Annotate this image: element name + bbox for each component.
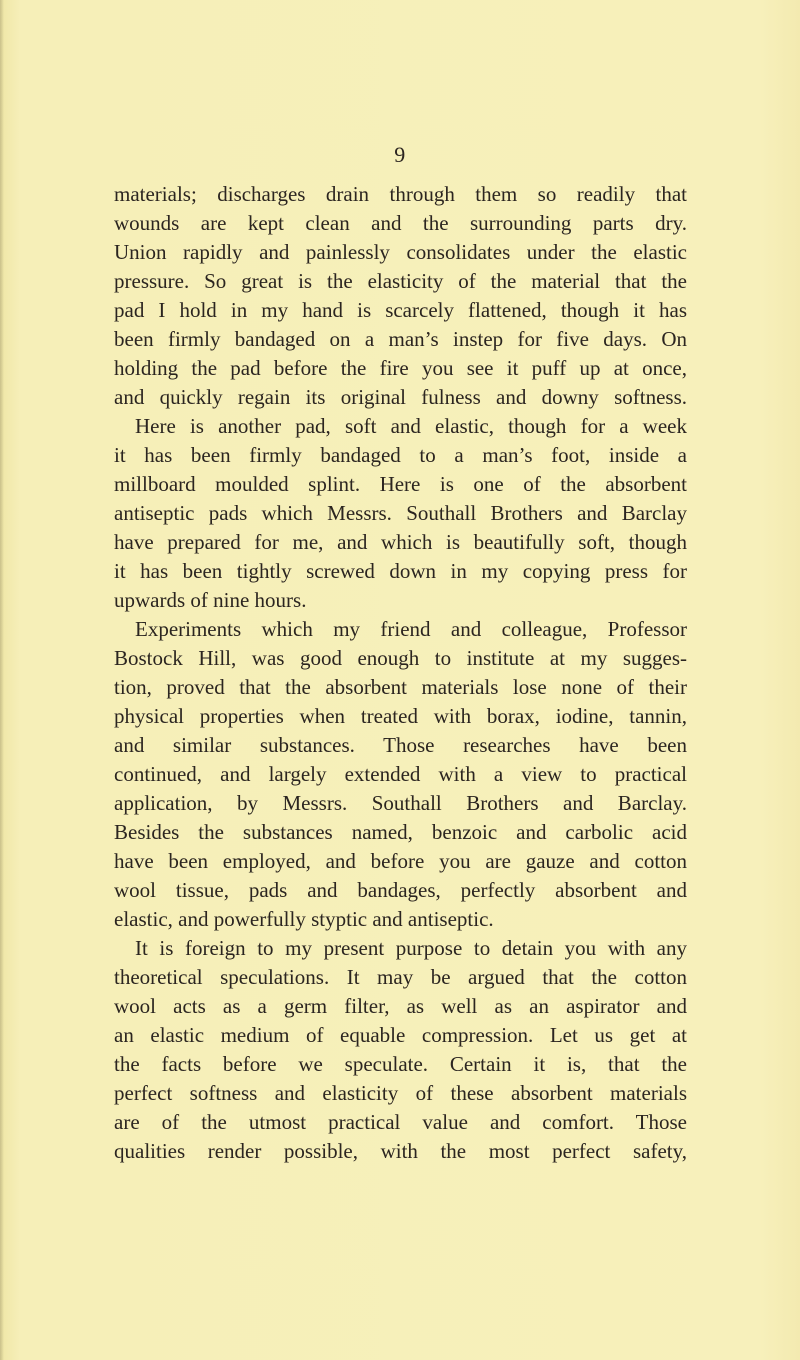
text-line: materials; discharges drain through them so readily that [114,182,687,206]
text-line: antiseptic pads which Messrs. Southall Brothers and Barclay [114,501,687,525]
text-line: pad I hold in my hand is scarcely flattened, though it has [114,298,687,322]
text-line: the facts before we speculate. Certain it is, that the [114,1052,687,1076]
text-line: physical properties when treated with borax, iodine, tannin, [114,704,687,728]
text-line: application, by Messrs. Southall Brothers and Barclay. [114,791,687,815]
text-line: wool acts as a germ filter, as well as an aspirator and [114,994,687,1018]
text-line: it has been firmly bandaged to a man’s foot, inside a [114,443,687,467]
text-line: It is foreign to my present purpose to detain you with any [135,936,687,960]
text-line: been firmly bandaged on a man’s instep for five days. On [114,327,687,351]
text-line: millboard moulded splint. Here is one of the absorbent [114,472,687,496]
text-line: elastic, and powerfully styptic and antiseptic. [114,907,494,931]
text-line: theoretical speculations. It may be argued that the cotton [114,965,687,989]
text-line: pressure. So great is the elasticity of the material that the [114,269,687,293]
text-line: Experiments which my friend and colleague, Professor [135,617,687,641]
text-line: Bostock Hill, was good enough to institute at my sugges- [114,646,687,670]
text-line: continued, and largely extended with a view to practical [114,762,687,786]
text-line: tion, proved that the absorbent materials lose none of their [114,675,687,699]
text-line: it has been tightly screwed down in my copying press for [114,559,687,583]
text-line: an elastic medium of equable compression. Let us get at [114,1023,687,1047]
text-line: upwards of nine hours. [114,588,307,612]
text-line: have prepared for me, and which is beautifully soft, though [114,530,687,554]
text-line: holding the pad before the fire you see it puff up at once, [114,356,687,380]
text-line: wool tissue, pads and bandages, perfectly absorbent and [114,878,687,902]
text-line: perfect softness and elasticity of these absorbent materials [114,1081,687,1105]
text-line: are of the utmost practical value and comfort. Those [114,1110,687,1134]
text-line: and similar substances. Those researches have been [114,733,687,757]
text-line: wounds are kept clean and the surrounding parts dry. [114,211,687,235]
text-line: qualities render possible, with the most perfect safety, [114,1139,687,1163]
text-line: Union rapidly and painlessly consolidates under the elastic [114,240,687,264]
page-number: 9 [394,142,406,167]
text-line: have been employed, and before you are gauze and cotton [114,849,687,873]
page-edge-shadow [0,0,4,1360]
text-line: Besides the substances named, benzoic and carbolic acid [114,820,687,844]
text-line: and quickly regain its original fulness and downy softness. [114,385,687,409]
body-text [114,180,687,1166]
text-line: Here is another pad, soft and elastic, though for a week [135,414,687,438]
